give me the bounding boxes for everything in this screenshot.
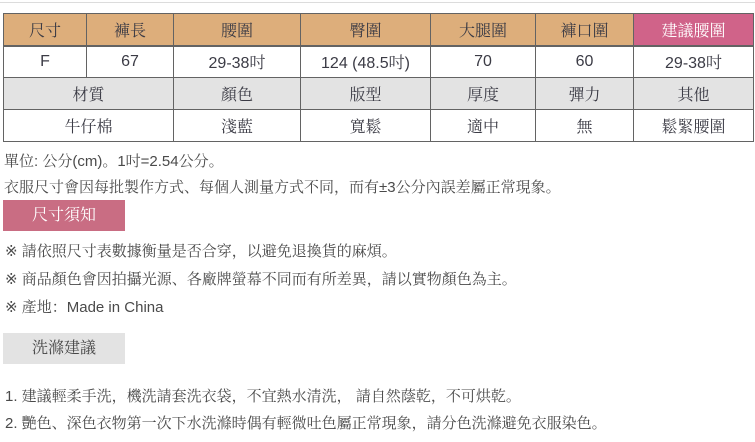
measurement-notes — [4, 149, 561, 201]
cell-thickness-value: 適中 — [431, 110, 536, 142]
cell-size-value: F — [4, 46, 87, 78]
size-spec-table — [3, 13, 754, 142]
col-header-suggested-waist: 建議腰圍 — [634, 14, 754, 46]
col-header-color: 顏色 — [174, 78, 301, 110]
col-header-thigh: 大腿圍 — [431, 14, 536, 46]
col-header-fit: 版型 — [301, 78, 431, 110]
size-notice-badge: 尺寸須知 — [3, 200, 125, 231]
cell-other-value: 鬆緊腰圍 — [634, 110, 754, 142]
col-header-size: 尺寸 — [4, 14, 87, 46]
col-header-leg-opening: 褲口圍 — [536, 14, 634, 46]
col-header-waist: 腰圍 — [174, 14, 301, 46]
washing-instruction-list — [5, 388, 607, 442]
cell-thigh-value: 70 — [431, 46, 536, 78]
size-notice-item: ※ 請依照尺寸表數據衡量是否合穿，以避免退換貨的麻煩。 — [5, 243, 397, 260]
cell-elasticity-value: 無 — [536, 110, 634, 142]
col-header-other: 其他 — [634, 78, 754, 110]
cell-color-value: 淺藍 — [174, 110, 301, 142]
top-divider — [0, 2, 755, 3]
col-header-pant-length: 褲長 — [87, 14, 174, 46]
tolerance-note: 衣服尺寸會因每批製作方式、每個人測量方式不同，而有±3公分內誤差屬正常現象。 — [4, 179, 561, 196]
cell-material-value: 牛仔棉 — [4, 110, 174, 142]
cell-leg-opening-value: 60 — [536, 46, 634, 78]
col-header-elasticity: 彈力 — [536, 78, 634, 110]
washing-instruction-item: 1. 建議輕柔手洗，機洗請套洗衣袋，不宜熱水清洗， 請自然蔭乾，不可烘乾。 — [5, 388, 521, 405]
cell-suggested-waist-value: 29-38吋 — [634, 46, 754, 78]
col-header-material: 材質 — [4, 78, 174, 110]
washing-advice-badge: 洗滌建議 — [3, 333, 125, 364]
cell-pant-length-value: 67 — [87, 46, 174, 78]
col-header-thickness: 厚度 — [431, 78, 536, 110]
attribute-value-row — [4, 110, 754, 142]
size-notice-item: ※ 產地：Made in China — [5, 299, 164, 316]
washing-instruction-item: 2. 艷色、深色衣物第一次下水洗滌時偶有輕微吐色屬正常現象，請分色洗滌避免衣服染色。 — [5, 415, 607, 432]
attribute-header-row — [4, 78, 754, 110]
col-header-hip: 臀圍 — [301, 14, 431, 46]
cell-waist-value: 29-38吋 — [174, 46, 301, 78]
size-notice-list — [5, 243, 517, 327]
unit-note: 單位: 公分(cm)。1吋=2.54公分。 — [4, 153, 224, 170]
size-table-value-row — [4, 46, 754, 78]
cell-hip-value: 124 (48.5吋) — [301, 46, 431, 78]
size-notice-item: ※ 商品顏色會因拍攝光源、各廠牌螢幕不同而有所差異，請以實物顏色為主。 — [5, 271, 517, 288]
size-table-header-row — [4, 14, 754, 46]
cell-fit-value: 寬鬆 — [301, 110, 431, 142]
